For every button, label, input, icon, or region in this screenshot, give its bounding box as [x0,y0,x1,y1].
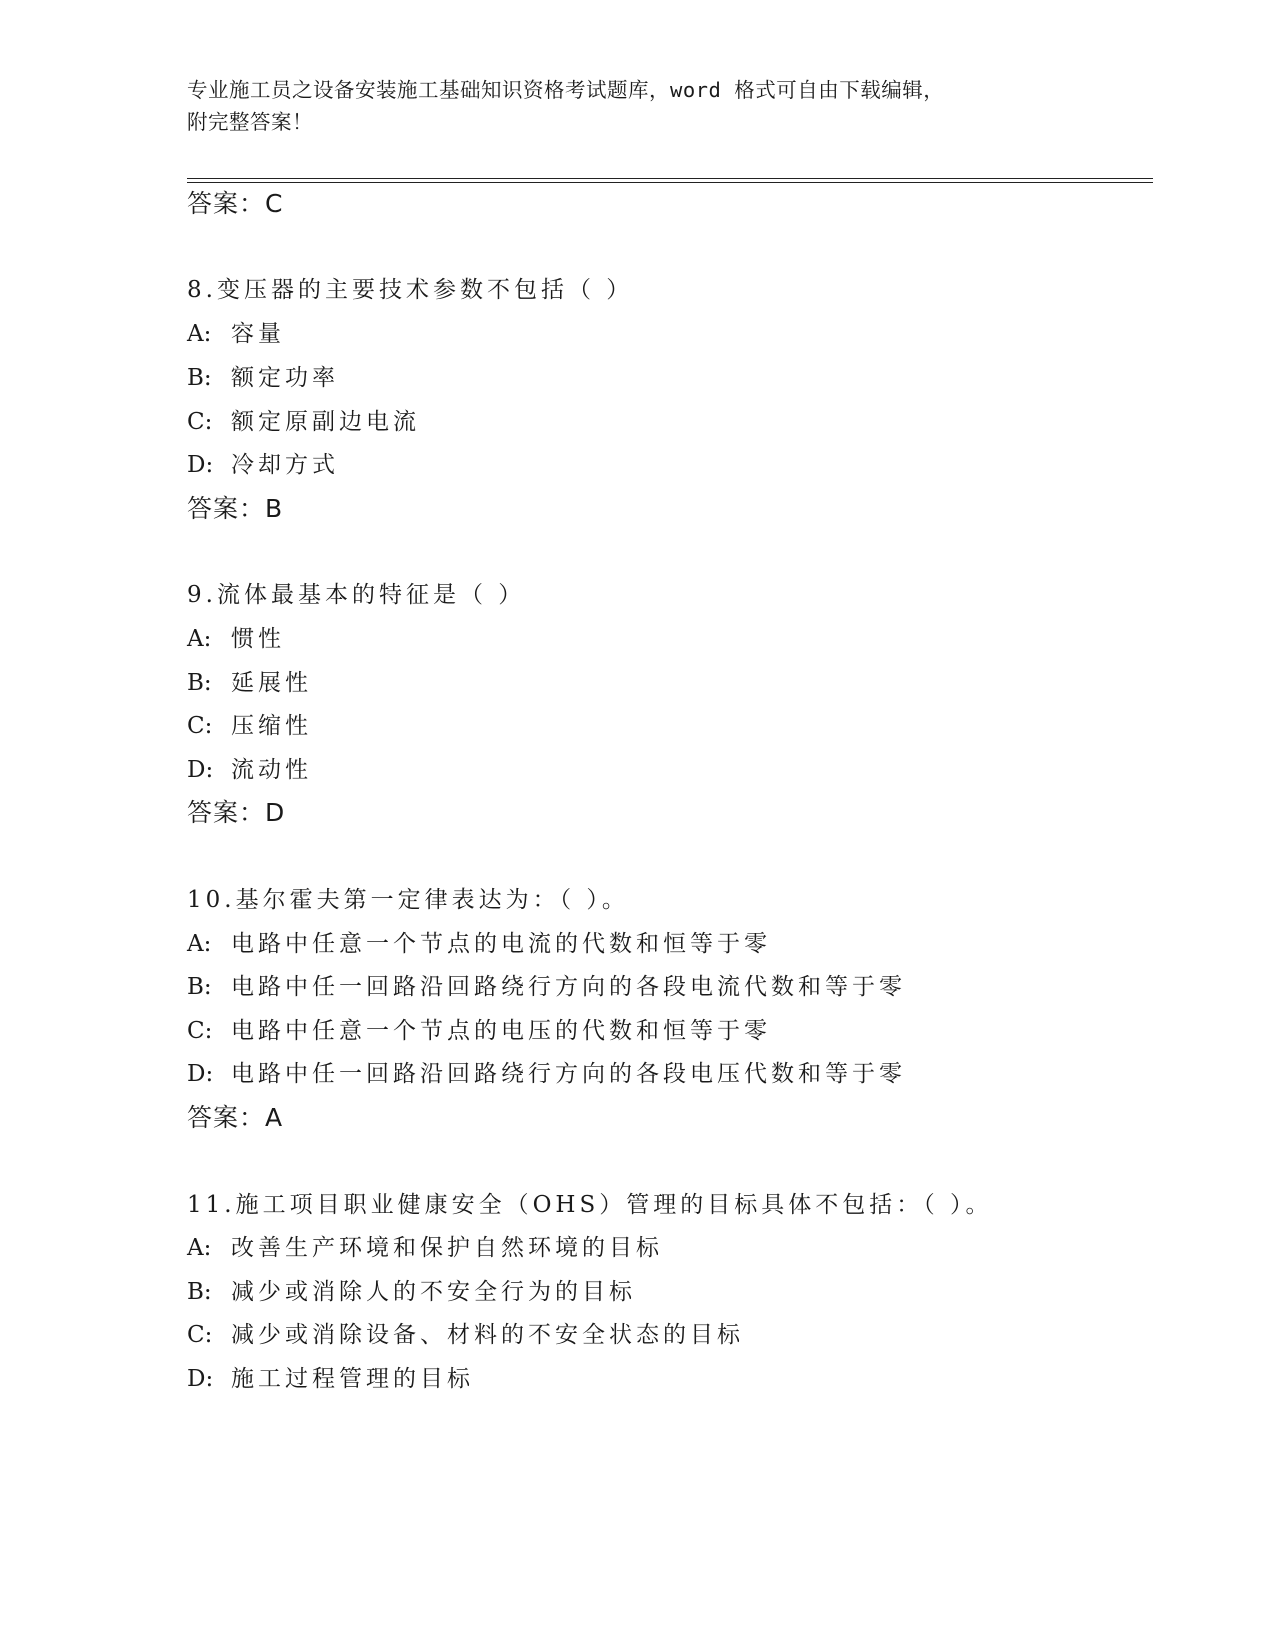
header-line-1: 专业施工员之设备安装施工基础知识资格考试题库，word 格式可自由下载编辑， [187,78,945,102]
question-8-stem: 8.变压器的主要技术参数不包括（ ） [187,277,634,303]
option-text: 容量 [231,321,285,347]
option-letter: B: [187,670,212,696]
option-text: 减少或消除人的不安全行为的目标 [231,1279,636,1305]
question-10-option-c [187,1016,771,1046]
option-text: 电路中任一回路沿回路绕行方向的各段电流代数和等于零 [231,974,906,1000]
question-8-option-d [187,450,339,480]
option-letter: C: [187,1018,213,1044]
question-10-option-b [187,972,906,1002]
document-header [187,74,1067,138]
option-letter: C: [187,409,213,435]
question-9-stem: 9.流体最基本的特征是（ ） [187,582,526,608]
option-letter: B: [187,1279,212,1305]
option-text: 额定功率 [231,365,339,391]
option-text: 电路中任一回路沿回路绕行方向的各段电压代数和等于零 [231,1061,906,1087]
question-9-option-b [187,668,312,698]
option-text: 电路中任意一个节点的电压的代数和恒等于零 [231,1018,771,1044]
option-letter: A: [187,1235,212,1261]
question-10-option-d [187,1059,906,1089]
question-9-option-c [187,711,312,741]
option-letter: B: [187,365,212,391]
question-10-answer: 答案：A [187,1103,284,1132]
option-text: 电路中任意一个节点的电流的代数和恒等于零 [231,931,771,957]
option-letter: A: [187,931,212,957]
header-line-2: 附完整答案！ [187,110,313,134]
question-8-option-b [187,363,339,393]
option-letter: D: [187,1061,214,1087]
option-text: 流动性 [231,757,312,783]
option-letter: D: [187,452,214,478]
question-10-option-a [187,929,771,959]
question-11-stem: 11.施工项目职业健康安全（OHS）管理的目标具体不包括：（ ）。 [187,1192,993,1218]
option-letter: A: [187,321,212,347]
question-10-stem: 10.基尔霍夫第一定律表达为：（ ）。 [187,887,629,913]
option-text: 施工过程管理的目标 [231,1366,474,1392]
option-text: 额定原副边电流 [231,409,420,435]
question-11-option-d [187,1364,474,1394]
option-text: 压缩性 [231,713,312,739]
question-9-option-a [187,624,285,654]
option-letter: D: [187,757,214,783]
option-letter: A: [187,626,212,652]
option-text: 改善生产环境和保护自然环境的目标 [231,1235,663,1261]
question-8-option-a [187,319,285,349]
question-9-option-d [187,755,312,785]
header-divider-top [187,178,1153,179]
option-letter: C: [187,713,213,739]
option-letter: C: [187,1322,213,1348]
question-11-option-a [187,1233,663,1263]
answer-previous: 答案：C [187,189,284,218]
question-9-answer: 答案：D [187,798,286,827]
option-text: 减少或消除设备、材料的不安全状态的目标 [231,1322,744,1348]
option-text: 冷却方式 [231,452,339,478]
option-text: 延展性 [231,670,312,696]
question-8-answer: 答案：B [187,494,284,523]
option-letter: B: [187,974,212,1000]
option-letter: D: [187,1366,214,1392]
header-divider-bottom [187,182,1153,183]
option-text: 惯性 [231,626,285,652]
question-8-option-c [187,407,420,437]
question-11-option-b [187,1277,636,1307]
question-11-option-c [187,1320,744,1350]
